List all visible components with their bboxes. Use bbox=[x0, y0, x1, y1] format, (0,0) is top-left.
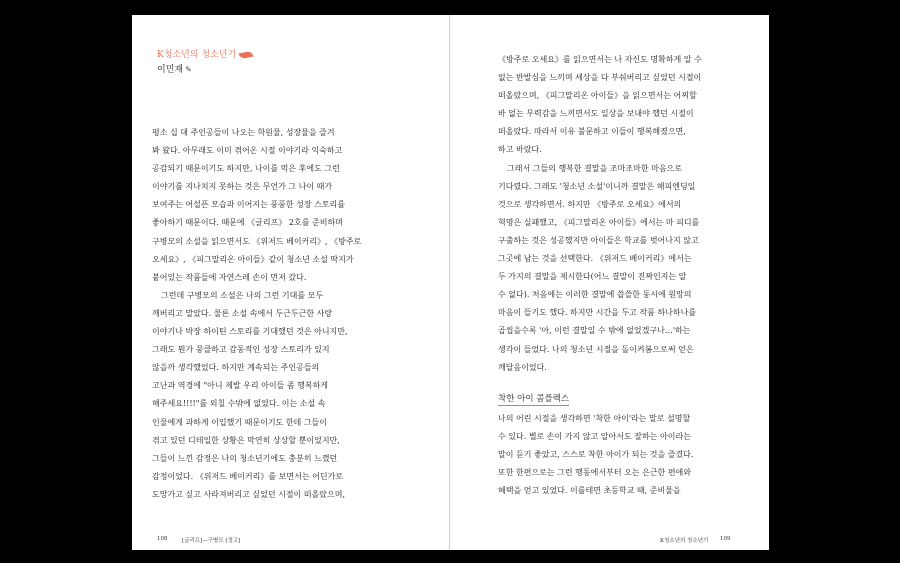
right-footer-title: K청소년의 청소년기 bbox=[660, 538, 709, 544]
right-page-number: 109 bbox=[720, 536, 731, 542]
left-body-text bbox=[152, 124, 432, 504]
leaf-icon bbox=[239, 50, 254, 59]
text-line: 좋아하기 때문이다. 때문에 《글리프》 2호를 준비하며 bbox=[152, 218, 343, 228]
text-line: 곱씹을수록 '아, 이런 결말일 수 밖에 없었겠구나…'하는 bbox=[498, 326, 691, 336]
text-line: 마음이 들기도 했다. 하지만 시간을 두고 작품 하나하나를 bbox=[498, 308, 697, 318]
text-line: 기다렸다. 그래도 '청소년 소설'이니까 결말은 해피엔딩일 bbox=[498, 181, 696, 191]
text-line: 생각이 들었다. 나의 청소년 시절을 돌이켜봄으로써 얻은 bbox=[498, 344, 694, 354]
text-line: 봐 왔다. 아무래도 이미 겪어온 시절 이야기라 익숙하고 bbox=[152, 146, 343, 156]
pencil-icon: ✎ bbox=[185, 65, 192, 74]
text-line: 않을까 생각했었다. 하지만 계속되는 주인공들의 bbox=[152, 363, 320, 373]
text-line: 나의 어린 시절을 생각하면 '착한 아이'라는 말로 설명할 bbox=[498, 414, 691, 423]
text-line: 수 있다. 별로 손이 가지 않고 알아서도 잘하는 아이라는 bbox=[498, 432, 691, 442]
text-line: 수 없다). 처음에는 이러한 결말에 씁쓸한 동시에 원망의 bbox=[498, 290, 692, 300]
text-line: 그들이 느낀 감정은 나의 청소년기에도 충분히 느꼈던 bbox=[152, 453, 338, 463]
section-heading: 착한 아이 콤플렉스 bbox=[498, 394, 570, 404]
text-line: 그곳에 남는 것을 선택한다. 《위저드 베이커리》에서는 bbox=[498, 254, 692, 264]
text-line: 그래서 그들의 행복한 결말을 조마조마한 마음으로 bbox=[507, 163, 683, 173]
text-line: 감정이었다. 《위저드 베이커리》를 보면서는 어딘가로 bbox=[152, 471, 344, 481]
text-line: 고난과 역경에 "아니 제발 우리 아이들 좀 행복하게 bbox=[152, 381, 329, 391]
text-line: 그런데 구병모의 소설은 나의 그런 기대를 모두 bbox=[161, 290, 324, 300]
text-line: 이야기나 박장 하이틴 스토리를 기대했던 것은 아니지만, bbox=[152, 327, 348, 337]
text-line: 이야기를 지나치지 못하는 것은 무언가 그 나이 때가 bbox=[152, 182, 333, 192]
text-line: 그래도 뭔가 뭉클하고 감동적인 성장 스토리가 있지 bbox=[152, 345, 330, 355]
text-line: 혜택을 얻고 있었다. 이를테면 초등학교 때, 준비물을 bbox=[498, 486, 681, 496]
left-page-number: 108 bbox=[157, 536, 168, 542]
text-line: 떠올랐다. 따라서 이유 불문하고 이들이 행복해졌으면, bbox=[498, 127, 686, 137]
text-line: 깨버리고 말았다. 물론 소설 속에서 두근두근한 사랑 bbox=[152, 308, 333, 318]
text-line: 구병모의 소설을 읽으면서도 《위저드 베이커리》, 《방주로 bbox=[152, 236, 362, 246]
text-line: 또한 한편으로는 그런 행동에서부터 오는 은근한 편애와 bbox=[498, 468, 691, 478]
text-line: 바 없는 무력감을 느끼면서도 일상을 보내야 했던 시절이 bbox=[498, 109, 694, 119]
text-line: 《방주로 오세요》를 읽으면서는 나 자신도 명확하게 알 수 bbox=[498, 55, 702, 64]
text-line: 붙어있는 작품들에 자연스레 손이 먼저 갔다. bbox=[152, 272, 307, 282]
article-title: K청소년의 청소년기 bbox=[157, 47, 253, 60]
left-page bbox=[132, 15, 450, 550]
left-footer-source: [글리프]—구병모 [정고] bbox=[182, 538, 241, 544]
text-line: 떠올랐으며, 《피그말리온 아이들》을 읽으면서는 어찌할 bbox=[498, 91, 697, 101]
text-line: 공감되기 때문이기도 하지만, 나이를 먹은 후에도 그런 bbox=[152, 164, 340, 174]
text-line: 인물에게 과하게 이입했기 때문이기도 한데 그들이 bbox=[152, 417, 328, 427]
section-body-text bbox=[498, 410, 763, 500]
text-line: 두 가지의 결말을 제시한다(어느 결말이 진짜인지는 알 bbox=[498, 272, 687, 282]
text-line: 평소 십 대 주인공들이 나오는 학원물, 성장물을 즐겨 bbox=[152, 128, 335, 137]
text-line: 깨달음이었다. bbox=[498, 362, 547, 372]
text-line: 보여주는 어설픈 모습과 이어지는 풍풍한 성장 스토리를 bbox=[152, 200, 345, 210]
text-line: 없는 반발심을 느끼며 세상을 다 부숴버리고 싶었던 시절이 bbox=[498, 73, 702, 83]
right-body-text bbox=[498, 51, 763, 377]
text-line: 말이 듣기 좋았고, 스스로 착한 아이가 되는 것을 즐겼다. bbox=[498, 450, 694, 460]
text-line: 오세요》, 《피그말리온 아이들》같이 청소년 소설 딱지가 bbox=[152, 254, 354, 264]
author-name: 이민재 ✎ bbox=[157, 65, 192, 75]
text-line: 해주세요!!!!"를 외칠 수밖에 없었다. 이는 소설 속 bbox=[152, 399, 326, 409]
text-line: 혁명은 실패했고, 《피그말리온 아이들》에서는 마 피디를 bbox=[498, 217, 700, 227]
book-spread bbox=[132, 15, 769, 550]
text-line: 도망가고 싶고 사라져버리고 싶었던 시절이 떠올랐으며, bbox=[152, 489, 345, 499]
right-page bbox=[450, 15, 769, 550]
text-line: 구출하는 것은 성공했지만 아이들은 학교를 벗어나지 않고 bbox=[498, 235, 699, 245]
text-line: 것으로 생각하면서. 하지만 《방주로 오세요》에서의 bbox=[498, 199, 682, 209]
text-line: 하고 바랐다. bbox=[498, 145, 542, 155]
text-line: 겪고 있던 디테일한 상황은 막연히 상상할 뿐이었지만, bbox=[152, 435, 340, 445]
